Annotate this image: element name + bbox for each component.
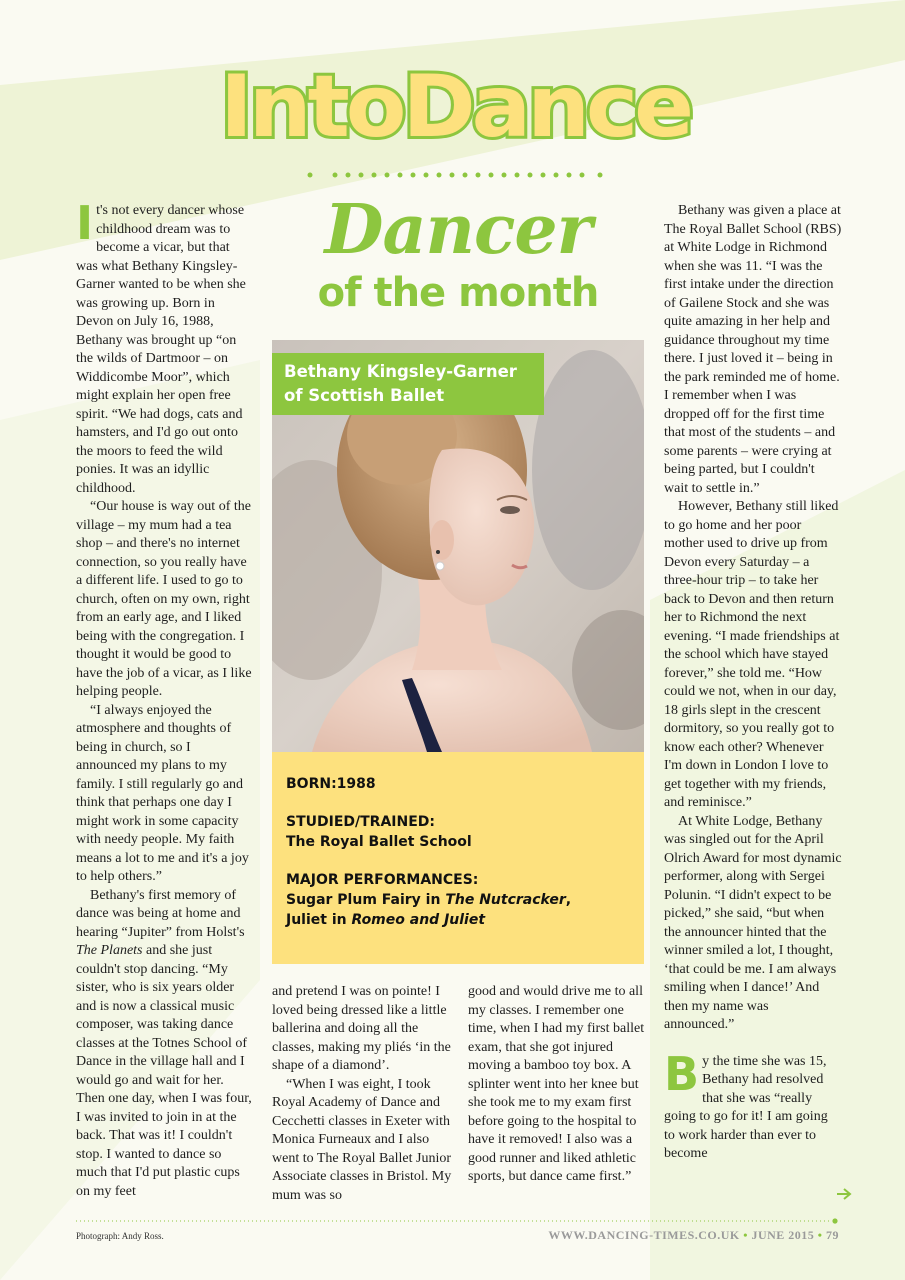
article-paragraph: “I always enjoyed the atmosphere and thoughts of being in church, so I announced my plans to my family. I still regularly go and think that perhaps one day I might work in some capacity with needy people. My faith means a lot to me and it's a joy to help others.” (76, 702, 249, 884)
photo-credit: Photograph: Andy Ross. (76, 1231, 164, 1241)
perf-1-punct: , (565, 892, 572, 908)
feature-title-line1: Dancer (324, 190, 592, 270)
paragraph-text: Bethany's first memory of dance was being at home and hearing “Jupiter” from Holst's (76, 887, 245, 940)
fact-performances (286, 870, 630, 930)
perf-1-role: Sugar Plum Fairy in (286, 892, 446, 908)
dotted-divider (305, 170, 605, 180)
article-paragraph: At White Lodge, Bethany was singled out for the April Olrich Award for most dynamic performer, along with Sergei Polunin. “I didn't expect to be picked,” she said, “but when the announcer hinted that the winner smiled a lot, I thought, ‘that could be me. I am always smiling when I dance!’ And then my name was announced.” (664, 813, 842, 1032)
article-paragraph: Bethany was given a place at The Royal Ballet School (RBS) at White Lodge in Richmond when she was 11. “I was the first intake under the direction of Gailene Stock and she was quite amazing in her help and guidance throughout my time there. I just loved it – being in the park reminded me of home. I remember when I was dropped off for the first time that most of the students – and some parents – were crying at being parted, but I couldn't wait to settle in.” (664, 203, 842, 496)
article-column-1 (76, 196, 254, 1201)
paragraph-text: y the time she was 15, Bethany had resolved that she was “really going to go for it! I am going to work harder than ever to become (664, 1053, 828, 1161)
work-title: The Planets (76, 943, 143, 958)
fact-performances-label: MAJOR PERFORMANCES: (286, 872, 479, 888)
article-column-2 (272, 983, 452, 1205)
feature-title-line2: of the month (317, 270, 599, 316)
page-folio (548, 1228, 839, 1243)
article-paragraph: However, Bethany still liked to go home and her poor mother used to drive up from Devon every Saturday – a three-hour trip – to take her back to Devon and then return her to Richmond the next evening. “I made friendships at the school which have stayed forever,” she told me. “How could we not, when in our day, 18 girls slept in the crescent dormitory, so you really got to know each other? Whenever I'm down in London I love to get together with my friends, and reminisce.” (664, 499, 840, 810)
feature-title (272, 190, 644, 316)
fact-performance-2 (286, 910, 630, 930)
fact-trained-value: The Royal Ballet School (286, 834, 472, 850)
article-column-4 (664, 202, 842, 1164)
perf-2-title: Romeo and Juliet (351, 912, 486, 928)
footer-dotted-rule (76, 1218, 838, 1224)
article-paragraph (76, 196, 254, 498)
fact-born (286, 774, 630, 794)
article-paragraph: “Our house is way out of the village – my mum had a tea shop – and there's no internet connection, so you really have a different life. I used to go to church, often on my own, right from an early age, and I liked being with the congregation. I thought it would be good to have the job of a vicar, as I like helping people. (76, 499, 252, 699)
masthead-logo (215, 58, 695, 153)
article-paragraph: good and would drive me to all my classes. I remember one time, when I had my first ballet exam, that she got injured moving a bamboo toy box. A splinter went into her knee but she took me to my exam first before going to the hospital to have it removed! I also was a good runner and liked athletic sports, but dance came first.” (468, 984, 645, 1184)
perf-1-title: The Nutcracker (445, 892, 566, 908)
folio-separator: • (739, 1228, 752, 1242)
article-paragraph: “When I was eight, I took Royal Academy of Dance and Cecchetti classes in Exeter with Monica Furneaux and I also went to The Royal Ballet Junior Associate classes in Bristol. My mum was so (272, 1076, 452, 1203)
masthead-title: IntoDance (220, 58, 691, 153)
fact-trained (286, 812, 630, 852)
drop-cap: I (76, 196, 94, 250)
fact-performance-1 (286, 890, 630, 910)
paragraph-text: t's not every dancer whose childhood dream was to become a vicar, but that was what Bethany Kingsley-Garner wanted to be when she was growing up. Born in Devon on July 16, 1988, Bethany was brought up “on the wilds of Dartmoor – on Widdicombe Moor”, which might explain her open free spirit. “We had dogs, cats and hamsters, and I'd go out onto the moors to feed the wild ponies. It was an idyllic childhood. (76, 203, 246, 496)
paragraph-text: and she just couldn't stop dancing. “My sister, who is six years older and is now a classical music composer, was taking dance classes at the Totnes School of Dance in the village hall and I would go and wait for her. Then one day, when I was four, I was invited to join in at the back. That was it! I couldn't stop. I wanted to dance so much that I'd put plastic cups on my feet (76, 943, 252, 1199)
continue-arrow-icon (836, 1187, 852, 1201)
article-paragraph: and pretend I was on pointe! I loved being dressed like a little ballerina and doing all the classes, making my pliés ‘in the shape of a diamond’. (272, 984, 451, 1073)
dancer-name: Bethany Kingsley-Garner (284, 362, 517, 381)
dancer-company: of Scottish Ballet (284, 386, 445, 405)
dancer-name-banner (272, 353, 544, 415)
fact-box (272, 752, 644, 964)
fact-born-value: 1988 (336, 776, 376, 792)
article-column-3 (468, 983, 646, 1187)
article-paragraph (76, 887, 254, 1202)
article-paragraph (664, 1046, 842, 1164)
drop-cap: B (664, 1046, 700, 1101)
folio-issue: JUNE 2015 (751, 1228, 815, 1242)
folio-page-number: 79 (826, 1228, 839, 1242)
folio-separator: • (814, 1228, 826, 1242)
fact-born-label: BORN: (286, 776, 337, 792)
fact-trained-label: STUDIED/TRAINED: (286, 814, 436, 830)
folio-site: WWW.DANCING-TIMES.CO.UK (548, 1228, 740, 1242)
perf-2-role: Juliet in (286, 912, 352, 928)
